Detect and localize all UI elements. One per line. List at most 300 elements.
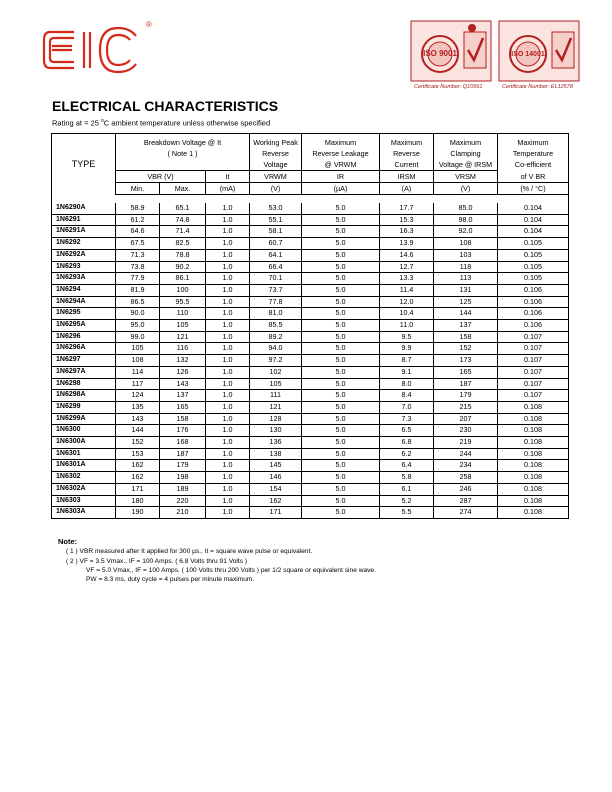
cell-value: 179 [160,460,206,472]
note-4: PW = 8.3 ms, duty cycle = 4 pulses per minute maximum. [86,576,255,583]
cell-value: 158 [434,331,498,343]
cell-value: 1.0 [206,284,250,296]
header-sym-it: It [206,171,250,183]
table-row [52,284,569,296]
header-working-peak-1: Working Peak [253,138,298,147]
cell-value: 71.3 [116,249,160,261]
table-row [52,425,569,437]
header-working-peak [250,134,302,171]
cell-value: 0.107 [498,366,569,378]
cell-type: 1N6293 [52,261,116,273]
cell-value: 162 [116,460,160,472]
cell-value: 15.3 [380,214,434,226]
cell-value: 0.108 [498,401,569,413]
table-row [52,390,569,402]
header-max-clamping [434,134,498,171]
cell-value: 1.0 [206,261,250,273]
cell-value: 82.5 [160,238,206,250]
cell-type: 1N6300 [52,425,116,437]
cell-value: 5.0 [302,261,380,273]
cell-value: 0.108 [498,483,569,495]
cell-value: 65.1 [160,203,206,214]
cell-value: 165 [160,401,206,413]
cell-value: 5.0 [302,460,380,472]
table-row [52,331,569,343]
cell-value: 108 [434,238,498,250]
cell-value: 135 [116,401,160,413]
table-row [52,308,569,320]
cert-caption-1: Certificate Number: Q10561 [414,84,483,90]
cell-value: 113 [434,273,498,285]
cell-value: 1.0 [206,249,250,261]
cell-value: 5.0 [302,472,380,484]
note-2: ( 2 ) VF = 3.5 Vmax., IF = 100 Amps. ( 6.8 Volts thru 91 Volts ) [66,558,248,565]
cell-value: 86.5 [116,296,160,308]
cell-value: 73.7 [250,284,302,296]
cell-value: 0.107 [498,390,569,402]
cell-type: 1N6290A [56,204,86,211]
cell-type: 1N6296A [52,343,116,355]
header-max-current-3: Current [394,160,419,169]
table-row [52,343,569,355]
cell-value: 1.0 [206,507,250,519]
cell-value: 128 [250,413,302,425]
cell-value: 64.6 [116,226,160,238]
cell-value: 5.0 [302,401,380,413]
cell-value: 137 [434,320,498,332]
header-sym-of-vbr: of V BR [498,171,569,183]
cell-value: 0.104 [498,214,569,226]
table-row [52,249,569,261]
cell-value: 85.5 [250,320,302,332]
cell-value: 67.5 [116,238,160,250]
header-sym-vbr: VBR (V) [116,171,206,183]
cell-value: 11.4 [380,284,434,296]
cell-value: 121 [160,331,206,343]
cell-value: 0.107 [498,378,569,390]
header-sym-vrwm: VRWM [250,171,302,183]
cell-value: 77.9 [116,273,160,285]
cell-value: 0.107 [498,331,569,343]
cell-value: 0.105 [498,238,569,250]
cell-value: 1.0 [206,320,250,332]
table-row [52,238,569,250]
cell-value: 210 [160,507,206,519]
header-max-current-2: Reverse [393,149,420,158]
header-unit-pct: (% / °C) [498,183,569,195]
cell-type: 1N6302A [52,483,116,495]
cell-value: 5.0 [302,226,380,238]
cell-value: 71.4 [160,226,206,238]
cell-value: 121 [250,401,302,413]
cell-value: 60.7 [250,238,302,250]
header-spacer [52,195,569,204]
cell-value: 0.104 [498,226,569,238]
cell-value: 162 [250,495,302,507]
cell-value: 180 [116,495,160,507]
cell-value: 6.1 [380,483,434,495]
table-row [52,472,569,484]
cell-type: 1N6302 [52,472,116,484]
cell-value: 64.1 [250,249,302,261]
cell-value: 126 [160,366,206,378]
cell-value: 5.0 [302,203,380,214]
cell-value: 0.105 [498,273,569,285]
cell-value: 55.1 [250,214,302,226]
cell-type: 1N6294A [52,296,116,308]
header-max-tempco [498,134,569,171]
cell-value: 0.108 [498,448,569,460]
header-unit-ma: (mA) [206,183,250,195]
table-row [52,355,569,367]
cell-value: 110 [160,308,206,320]
cell-value: 58.9 [116,203,160,214]
cell-type: 1N6296 [52,331,116,343]
cell-value: 144 [116,425,160,437]
cell-type: 1N6291A [52,226,116,238]
cell-value: 7.0 [380,401,434,413]
table-row [52,203,569,214]
header-unit-v2: (V) [434,183,498,195]
cell-value: 168 [160,437,206,449]
cell-value: 0.106 [498,320,569,332]
cell-value: 117 [116,378,160,390]
cell-value: 13.3 [380,273,434,285]
cell-value: 5.2 [380,495,434,507]
cell-value: 5.0 [302,495,380,507]
cell-value: 0.108 [498,460,569,472]
iso-14001-badge [498,20,580,82]
header-note1: ( Note 1 ) [167,149,198,158]
cell-value: 105 [116,343,160,355]
cell-value: 9.9 [380,343,434,355]
cell-type: 1N6291 [52,214,116,226]
header-unit-max: Max. [160,183,206,195]
header-max-tempco-1: Maximum [517,138,549,147]
table-row [52,320,569,332]
rating-prefix: Rating at = 25 [52,118,101,128]
iso-9001-label: ISO 9001 [423,49,457,58]
table-row [52,507,569,519]
rating-sup: o [101,118,104,124]
cell-value: 1.0 [206,472,250,484]
cell-value: 5.0 [302,214,380,226]
cell-value: 85.0 [434,203,498,214]
header-max-clamping-1: Maximum [449,138,482,147]
cell-value: 152 [434,343,498,355]
table-row [52,226,569,238]
cell-value: 5.8 [380,472,434,484]
cell-value: 92.0 [434,226,498,238]
cell-value: 13.9 [380,238,434,250]
cell-type: 1N6301A [52,460,116,472]
cell-value: 81.0 [250,308,302,320]
cell-value: 61.2 [116,214,160,226]
cell-value: 1.0 [206,483,250,495]
cell-value: 124 [116,390,160,402]
note-1: ( 1 ) VBR measured after It applied for 300 µs., It = square wave pulse or equivalent. [66,548,313,555]
cell-value: 8.0 [380,378,434,390]
cell-value: 187 [434,378,498,390]
table-row [52,401,569,413]
cell-value: 153 [116,448,160,460]
cell-value: 5.0 [302,378,380,390]
cell-value: 9.5 [380,331,434,343]
cell-value: 0.108 [498,472,569,484]
cell-value: 130 [250,425,302,437]
cell-value: 5.0 [302,249,380,261]
header-unit-min: Min. [116,183,160,195]
cell-value: 5.0 [302,308,380,320]
cell-value: 136 [250,437,302,449]
table-row [52,366,569,378]
cell-value: 98.0 [434,214,498,226]
cell-value: 0.105 [498,261,569,273]
cell-value: 1.0 [206,437,250,449]
cell-value: 114 [116,366,160,378]
cell-value: 95.5 [160,296,206,308]
header-unit-ua: (µA) [302,183,380,195]
cell-value: 81.9 [116,284,160,296]
table-row [52,273,569,285]
cell-value: 234 [434,460,498,472]
cell-value: 171 [116,483,160,495]
cell-value: 16.3 [380,226,434,238]
cell-value: 111 [250,390,302,402]
table-body [52,203,569,518]
cell-value: 173 [434,355,498,367]
cell-value: 73.8 [116,261,160,273]
cell-value: 12.0 [380,296,434,308]
certification-badges [410,20,580,90]
cell-value: 5.0 [302,355,380,367]
cell-value: 0.105 [498,249,569,261]
cell-value: 198 [160,472,206,484]
iso-9001-badge [410,20,492,82]
cell-value: 7.3 [380,413,434,425]
header-sym-ir: IR [302,171,380,183]
cell-value: 165 [434,366,498,378]
cell-value: 5.0 [302,296,380,308]
cell-value: 1.0 [206,425,250,437]
cell-value: 1.0 [206,238,250,250]
cell-value: 171 [250,507,302,519]
header-breakdown-label: Breakdown Voltage @ It [143,138,222,147]
cell-value: 74.8 [160,214,206,226]
cell-value: 94.0 [250,343,302,355]
table-row [52,495,569,507]
cell-value: 230 [434,425,498,437]
cell-value: 189 [160,483,206,495]
table-row [52,413,569,425]
table-row [52,214,569,226]
cell-value: 1.0 [206,366,250,378]
cell-value: 220 [160,495,206,507]
cell-value: 258 [434,472,498,484]
cell-type: 1N6295A [52,320,116,332]
cell-type: 1N6298A [52,390,116,402]
table-row [52,296,569,308]
cell-value: 144 [434,308,498,320]
cell-value: 1.0 [206,308,250,320]
header-max-leakage-3: @ VRWM [324,160,357,169]
cell-value: 1.0 [206,331,250,343]
cell-value: 103 [434,249,498,261]
cell-type: 1N6300A [52,437,116,449]
electrical-characteristics-table [51,133,569,519]
cell-value: 5.0 [302,284,380,296]
cell-value: 1.0 [206,378,250,390]
cell-value: 78.8 [160,249,206,261]
cell-value: 1.0 [206,343,250,355]
cell-value: 5.0 [302,273,380,285]
header-max-leakage [302,134,380,171]
cell-value: 143 [160,378,206,390]
page-title: ELECTRICAL CHARACTERISTICS [52,98,279,114]
cell-value: 244 [434,448,498,460]
rating-text [52,118,270,128]
header-sym-vrsm: VRSM [434,171,498,183]
cell-value: 89.2 [250,331,302,343]
cell-type: 1N6299A [52,413,116,425]
cell-value: 131 [434,284,498,296]
header-working-peak-3: Voltage [263,160,288,169]
cell-value: 108 [116,355,160,367]
note-3: VF = 5.0 Vmax., IF = 100 Amps. ( 100 Volts thru 200 Volts ) per 1/2 square or equivalent sine wave. [86,567,376,574]
cell-value: 219 [434,437,498,449]
cell-type: 1N6303A [52,507,116,519]
cell-value: 11.0 [380,320,434,332]
cell-value: 105 [250,378,302,390]
cell-value: 143 [116,413,160,425]
cell-value: 0.104 [498,203,569,214]
header-unit-v: (V) [250,183,302,195]
cell-value: 1.0 [206,448,250,460]
header-max-current [380,134,434,171]
cell-value: 187 [160,448,206,460]
cell-value: 105 [160,320,206,332]
header-max-clamping-2: Clamping [450,149,481,158]
cell-value: 179 [434,390,498,402]
header-breakdown [116,134,250,171]
header-working-peak-2: Reverse [262,149,289,158]
cell-value: 99.0 [116,331,160,343]
cell-type: 1N6297 [52,355,116,367]
cell-value: 162 [116,472,160,484]
header-max-clamping-3: Voltage @ IRSM [438,160,493,169]
table-row [52,483,569,495]
cell-value: 53.0 [250,203,302,214]
cell-value: 1.0 [206,495,250,507]
cell-value: 146 [250,472,302,484]
cell-value: 1.0 [206,460,250,472]
cell-value: 5.0 [302,448,380,460]
table-row [52,448,569,460]
cell-value: 90.0 [116,308,160,320]
cell-value: 8.4 [380,390,434,402]
cell-value: 6.2 [380,448,434,460]
cell-value: 1.0 [206,355,250,367]
cell-value: 0.106 [498,308,569,320]
cell-value: 0.108 [498,413,569,425]
cell-type: 1N6297A [52,366,116,378]
registered-mark: ® [146,20,152,29]
rating-suffix: C ambient temperature unless otherwise specified [103,118,271,128]
cell-value: 14.6 [380,249,434,261]
cell-value: 145 [250,460,302,472]
cell-value: 86.1 [160,273,206,285]
cell-value: 1.0 [206,401,250,413]
cell-value: 66.4 [250,261,302,273]
cert-caption-2: Certificate Number: EL12578 [502,84,573,90]
cell-value: 5.0 [302,366,380,378]
cell-value: 125 [434,296,498,308]
cell-value: 12.7 [380,261,434,273]
cell-value: 5.0 [302,390,380,402]
cell-type: 1N6292A [52,249,116,261]
cell-value: 138 [250,448,302,460]
cell-value: 1.0 [206,214,250,226]
cell-value: 6.5 [380,425,434,437]
table-row [52,261,569,273]
cell-value: 97.2 [250,355,302,367]
cell-type: 1N6298 [52,378,116,390]
cell-value: 154 [250,483,302,495]
cell-value: 90.2 [160,261,206,273]
cell-value: 5.0 [302,437,380,449]
cell-value: 5.0 [302,413,380,425]
cell-value: 5.0 [302,343,380,355]
header-max-leakage-1: Maximum [324,138,357,147]
header-max-current-1: Maximum [390,138,423,147]
header-max-tempco-3: Co-efficient [514,160,552,169]
cell-value: 17.7 [380,203,434,214]
cell-value: 5.0 [302,320,380,332]
cell-type: 1N6301 [52,448,116,460]
cell-value: 8.7 [380,355,434,367]
cell-value: 0.106 [498,284,569,296]
cell-value: 0.107 [498,343,569,355]
cell-value: 132 [160,355,206,367]
cell-value: 1.0 [206,413,250,425]
cell-type: 1N6295 [52,308,116,320]
cell-value: 118 [434,261,498,273]
cell-value: 1.0 [206,390,250,402]
cell-value: 287 [434,495,498,507]
cell-type: 1N6294 [52,284,116,296]
cell-value: 0.108 [498,437,569,449]
cell-value: 137 [160,390,206,402]
cell-value: 0.106 [498,296,569,308]
cell-value: 207 [434,413,498,425]
cell-value: 176 [160,425,206,437]
cell-value: 0.107 [498,355,569,367]
cell-type: 1N6293A [52,273,116,285]
cell-value: 1.0 [206,203,250,214]
cell-value: 158 [160,413,206,425]
cell-value: 190 [116,507,160,519]
cell-value: 0.108 [498,425,569,437]
cell-value: 5.0 [302,331,380,343]
notes-heading: Note: [58,537,78,546]
cell-value: 1.0 [206,226,250,238]
cell-type: 1N6299 [52,401,116,413]
cell-value: 5.0 [302,425,380,437]
cell-value: 0.108 [498,507,569,519]
cell-value: 77.8 [250,296,302,308]
cell-value: 9.1 [380,366,434,378]
cell-value: 1.0 [206,273,250,285]
